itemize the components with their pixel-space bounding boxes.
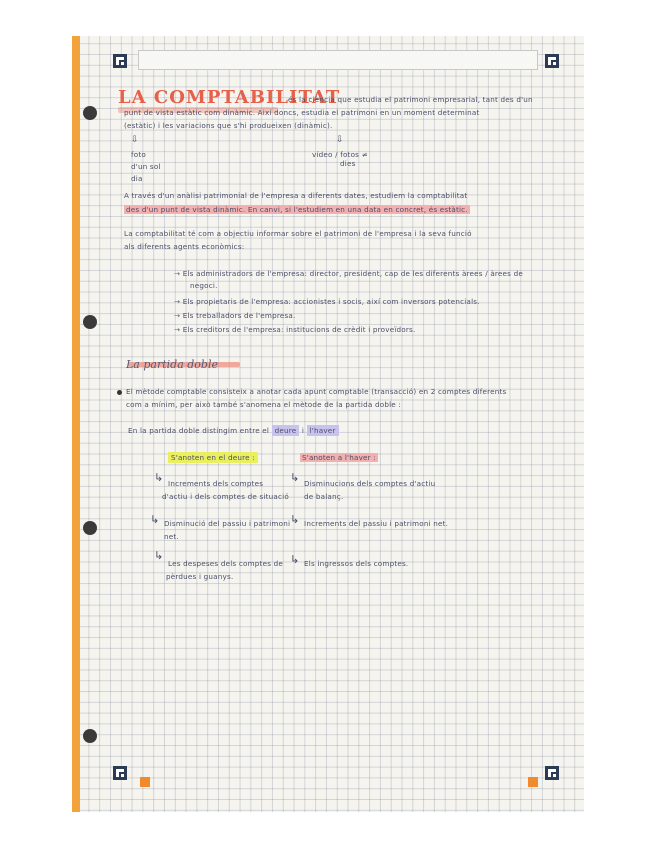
line-text: En la partida doble distingim entre el [128,426,270,435]
deure-heading-text: S'anoten en el deure : [168,452,258,463]
note-right: dies [340,159,356,168]
bullet-icon [117,390,122,395]
list-item-text: Els propietaris de l'empresa: accionistes i socis, així com inversors potencials. [182,297,480,306]
binder-hole [83,315,97,329]
hook-arrow-icon: ↳ [290,553,300,566]
hook-arrow-icon: ↳ [150,513,160,526]
arrow-right-icon: → [174,269,183,278]
deure-item: net. [164,532,179,541]
paragraph-line: als diferents agents econòmics: [124,242,245,251]
haver-item: Els ingressos dels comptes. [304,559,409,568]
deure-item: Les despeses dels comptes de [168,559,284,568]
hook-arrow-icon: ↳ [290,471,300,484]
deure-item: pèrdues i guanys. [166,572,234,581]
binder-hole [83,521,97,535]
corner-mark-icon [545,766,559,780]
corner-mark-icon [545,54,559,68]
page-title: LA COMPTABILITAT [118,87,341,108]
haver-heading [300,452,378,464]
arrow-right-icon: → [174,297,183,306]
paragraph-line: com a mínim, per això també s'anomena el mètode de la partida doble : [126,400,402,409]
haver-item: Increments del passiu i patrimoni net. [304,519,449,528]
intro-line: és la ciència que estudia el patrimoni empresarial, tant des d'un [288,95,533,104]
haver-item: Disminucions dels comptes d'actiu [304,479,436,488]
list-item-text: Els creditors de l'empresa: institucions de crèdit i proveïdors. [182,325,416,334]
list-item [174,310,296,322]
haver-item: de balanç. [304,492,344,501]
haver-highlight: l'haver [307,425,339,436]
intro-line: punt de vista estàtic com dinàmic. Així doncs, estudia el patrimoni en un moment determinat [124,108,480,117]
corner-mark-icon [113,54,127,68]
deure-item: Increments dels comptes [168,479,264,488]
arrow-right-icon: → [174,311,183,320]
deure-heading [168,452,258,464]
note-left: dia [131,174,143,183]
arrow-right-icon: → [174,325,183,334]
down-arrow-icon: ⇩ [336,135,344,145]
note-left: d'un sol [131,162,161,171]
haver-heading-text: S'anoten a l'haver : [302,453,376,462]
hook-arrow-icon: ↳ [290,513,300,526]
list-item-continuation: negoci. [190,281,218,290]
deure-item: d'actiu i dels comptes de situació [162,492,289,501]
paragraph-line: El mètode comptable consisteix a anotar cada apunt comptable (transacció) en 2 comptes diferents [126,387,507,396]
intro-line: (estàtic) i les variacions que s'hi produeixen (dinàmic). [124,121,333,130]
note-right: vídeo / fotos ≠ [312,150,368,159]
list-item-text: Els administradors de l'empresa: director, president, cap de les diferents àrees / àrees de [182,269,523,278]
list-item [174,268,523,280]
corner-mark-icon [113,766,127,780]
paragraph-text: des d'un punt de vista dinàmic. En canvi, si l'estudiem en una data en concret, és estàtic. [126,205,468,214]
header-band [138,50,538,70]
note-left: foto [131,150,146,159]
binder-hole [83,106,97,120]
page-margin-strip [72,36,80,812]
paragraph-line [124,204,470,216]
deure-item: Disminució del passiu i patrimoni [164,519,291,528]
binder-hole [83,729,97,743]
section-subtitle: La partida doble [126,358,218,371]
list-item-text: Els treballadors de l'empresa. [182,311,296,320]
paragraph-line: La comptabilitat té com a objectiu informar sobre el patrimoni de l'empresa i la seva funció [124,229,472,238]
list-item [174,324,416,336]
down-arrow-icon: ⇩ [131,135,139,145]
deure-highlight: deure [272,425,300,436]
orange-marker [140,777,150,787]
paragraph-line: A través d'un anàlisi patrimonial de l'empresa a diferents dates, estudiem la comptabilitat [124,191,468,200]
hook-arrow-icon: ↳ [154,549,164,562]
orange-marker [528,777,538,787]
hook-arrow-icon: ↳ [154,471,164,484]
line-text: i [301,426,305,435]
debit-credit-line [128,425,339,437]
list-item [174,296,480,308]
